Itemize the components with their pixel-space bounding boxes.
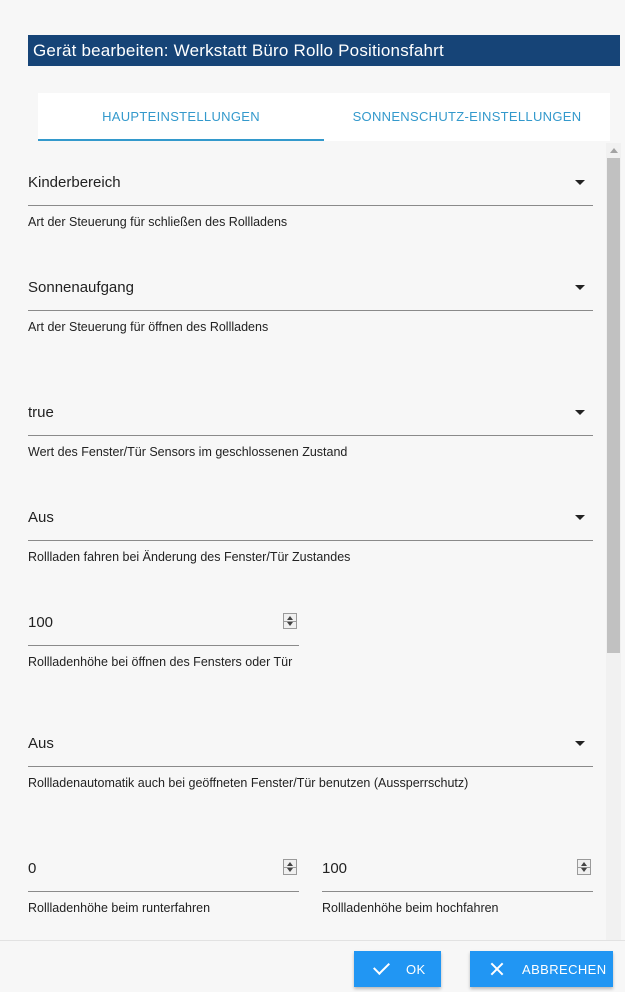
height-on-open-input[interactable]	[28, 609, 299, 689]
close-mode-value: Kinderbereich	[28, 174, 121, 191]
sensor-value-value: true	[28, 404, 54, 421]
height-up-helper: Rollladenhöhe beim hochfahren	[322, 901, 499, 915]
chevron-down-icon	[575, 285, 585, 290]
tab-bar	[38, 93, 610, 141]
height-down-value: 0	[28, 860, 37, 877]
lockout-protection-helper: Rollladenautomatik auch bei geöffneten Fenster/Tür benutzen (Aussperrschutz)	[28, 776, 469, 790]
chevron-down-icon	[575, 515, 585, 520]
cancel-button[interactable]	[470, 951, 613, 987]
underline	[322, 891, 593, 892]
underline	[28, 540, 593, 541]
active-tab-indicator	[38, 139, 324, 141]
chevron-down-icon	[575, 741, 585, 746]
number-stepper-icon[interactable]	[577, 859, 591, 875]
height-down-helper: Rollladenhöhe beim runterfahren	[28, 901, 211, 915]
height-on-open-value: 100	[28, 614, 54, 631]
tab-sun-protection-settings[interactable]: SONNENSCHUTZ-EINSTELLUNGEN	[352, 109, 582, 124]
drive-on-change-helper: Rollladen fahren bei Änderung des Fenster/Tür Zustandes	[28, 550, 351, 564]
settings-form	[0, 143, 605, 940]
underline	[28, 766, 593, 767]
sensor-value-select[interactable]	[28, 399, 593, 469]
scrollbar-thumb[interactable]	[607, 158, 620, 653]
underline	[28, 205, 593, 206]
open-mode-helper: Art der Steuerung für öffnen des Rollladens	[28, 320, 269, 334]
underline	[28, 310, 593, 311]
drive-on-change-value: Aus	[28, 509, 54, 526]
chevron-down-icon	[575, 410, 585, 415]
height-on-open-helper: Rollladenhöhe bei öffnen des Fensters oder Tür	[28, 655, 293, 669]
underline	[28, 891, 299, 892]
cancel-button-label: ABBRECHEN	[522, 961, 607, 977]
ok-button[interactable]	[354, 951, 441, 987]
lockout-protection-select[interactable]	[28, 730, 593, 800]
close-mode-select[interactable]	[28, 169, 593, 239]
check-icon	[372, 960, 390, 978]
chevron-down-icon	[575, 180, 585, 185]
close-mode-helper: Art der Steuerung für schließen des Rollladens	[28, 215, 288, 229]
open-mode-value: Sonnenaufgang	[28, 279, 134, 296]
dialog-title: Gerät bearbeiten: Werkstatt Büro Rollo Positionsfahrt	[28, 35, 620, 66]
dialog-footer	[0, 940, 625, 992]
lockout-protection-value: Aus	[28, 735, 54, 752]
scroll-up-arrow-icon[interactable]	[606, 143, 621, 157]
underline	[28, 435, 593, 436]
tab-main-settings[interactable]: HAUPTEINSTELLUNGEN	[102, 109, 260, 124]
ok-button-label: OK	[406, 961, 426, 977]
drive-on-change-select[interactable]	[28, 504, 593, 574]
open-mode-select[interactable]	[28, 274, 593, 344]
vertical-scrollbar[interactable]	[606, 143, 621, 940]
height-up-value: 100	[322, 860, 348, 877]
close-icon	[488, 960, 506, 978]
underline	[28, 645, 299, 646]
number-stepper-icon[interactable]	[283, 613, 297, 629]
height-down-input[interactable]	[28, 855, 299, 925]
number-stepper-icon[interactable]	[283, 859, 297, 875]
sensor-value-helper: Wert des Fenster/Tür Sensors im geschlossenen Zustand	[28, 445, 348, 459]
height-up-input[interactable]	[322, 855, 593, 925]
